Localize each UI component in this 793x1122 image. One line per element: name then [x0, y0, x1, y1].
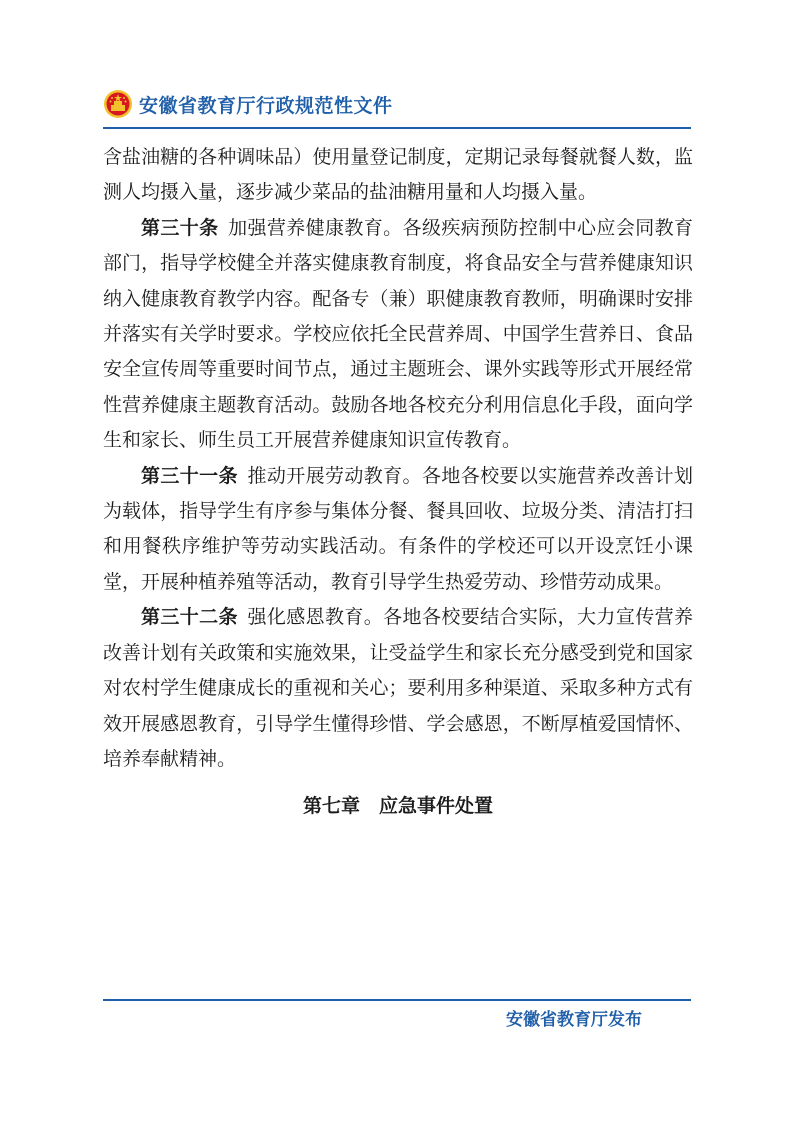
article-number: 第三十二条 — [141, 606, 238, 629]
document-header — [103, 86, 393, 122]
chapter-heading: 第七章 应急事件处置 — [302, 795, 493, 818]
article-number: 第三十条 — [141, 216, 219, 239]
article-number: 第三十一条 — [141, 464, 238, 487]
article-text: 强化感恩教育。各地各校要结合实际，大力宣传营养改善计划有关政策和实施效果，让受益学生和家长充分感受到党和国家对农村学生健康成长的重视和关心；要利用多种渠道、采取多种方式有效开展感恩教育，引导学生懂得珍惜、学会感恩，不断厚植爱国情怀、培养奉献精神。 — [103, 606, 693, 770]
article-30 — [103, 211, 693, 459]
document-header-title: 安徽省教育厅行政规范性文件 — [139, 94, 393, 117]
footer-divider — [103, 999, 691, 1001]
document-body — [103, 140, 693, 825]
article-31 — [103, 459, 693, 601]
footer-publisher: 安徽省教育厅发布 — [506, 1010, 642, 1030]
article-text: 加强营养健康教育。各级疾病预防控制中心应会同教育部门，指导学校健全并落实健康教育制度，将食品安全与营养健康知识纳入健康教育教学内容。配备专（兼）职健康教育教师，明确课时安排并落实有关学时要求。学校应依托全民营养周、中国学生营养日、食品安全宣传周等重要时间节点，通过主题班会、课外实践等形式开展经常性营养健康主题教育活动。鼓励各地各校充分利用信息化手段，面向学生和家长、师生员工开展营养健康知识宣传教育。 — [103, 216, 693, 452]
article-text: 推动开展劳动教育。各地各校要以实施营养改善计划为载体，指导学生有序参与集体分餐、餐具回收、垃圾分类、清洁打扫和用餐秩序维护等劳动实践活动。有条件的学校还可以开设烹饪小课堂，开展种植养殖等活动，教育引导学生热爱劳动、珍惜劳动成果。 — [103, 464, 693, 593]
continuation-paragraph: 含盐油糖的各种调味品）使用量登记制度，定期记录每餐就餐人数，监测人均摄入量，逐步减少菜品的盐油糖用量和人均摄入量。 — [103, 146, 693, 204]
national-emblem-icon — [103, 89, 133, 119]
header-divider — [103, 127, 691, 129]
article-32 — [103, 600, 693, 777]
